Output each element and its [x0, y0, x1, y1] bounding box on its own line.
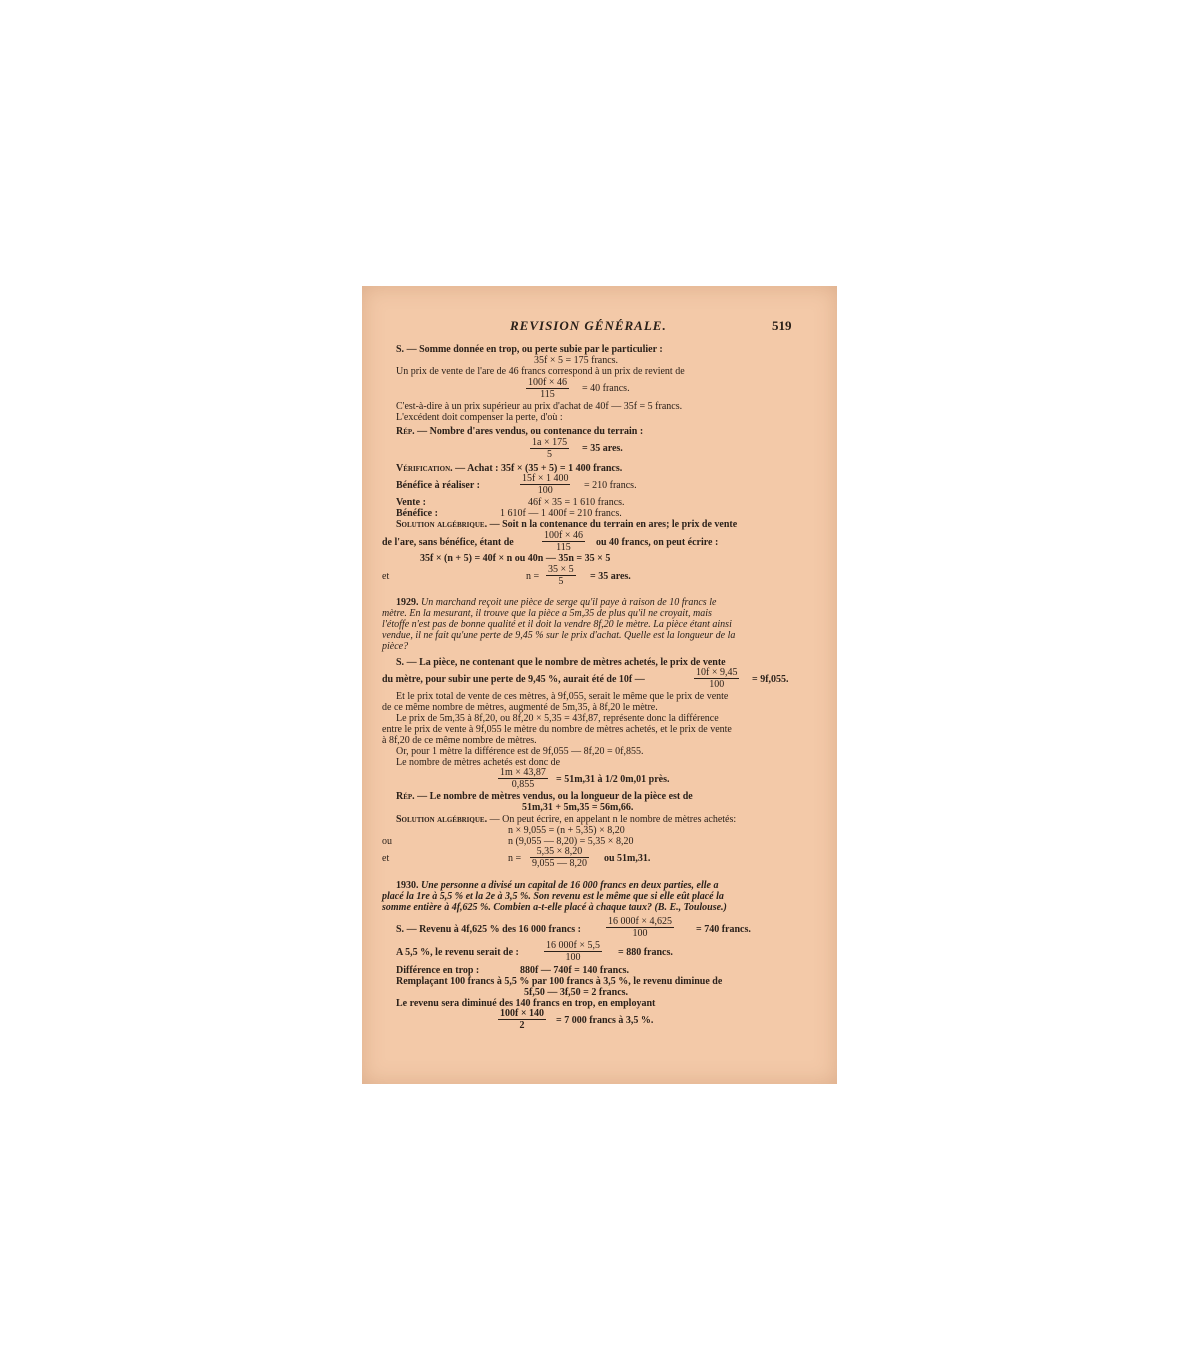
text-line: Et le prix total de vente de ces mètres, à 9f,055, serait le même que le prix de vente	[396, 691, 729, 702]
solution-text: — Somme donnée en trop, ou perte subie par le particulier :	[404, 344, 663, 355]
text-line: Un prix de vente de l'are de 46 francs correspond à un prix de revient de	[396, 366, 685, 377]
problem-number: 1929.	[396, 597, 419, 608]
label: Bénéfice :	[396, 508, 438, 519]
fraction: $\frac{1a \times 175}{5}$	[532, 437, 568, 460]
text-line: Différence en trop :	[396, 965, 480, 976]
fraction-result: = 40 francs.	[582, 383, 630, 394]
text-line: C'est-à-dire à un prix supérieur au prix d'achat de 40f — 35f = 5 francs.	[396, 401, 683, 412]
problem-line: 1929. Un marchand reçoit une pièce de serge qu'il paye à raison de 10 francs le	[396, 597, 717, 608]
page-number: 519	[772, 318, 792, 333]
book-page	[362, 286, 837, 1084]
problem-line: l'étoffe n'est pas de bonne qualité et il doit la vendre 8f,20 le mètre. La pièce étant ainsi	[382, 619, 732, 630]
solution-line: S. — Revenu à 4f,625 % des 16 000 francs :	[396, 924, 581, 935]
fraction-result: = 9f,055.	[752, 674, 789, 685]
problem-number: 1930.	[396, 880, 419, 891]
calc-line: 35f × 5 = 175 francs.	[534, 355, 619, 366]
fraction: $\frac{16 000f \times 5,5}{100}$	[546, 940, 600, 963]
fraction: $\frac{100f \times 140}{2}$	[500, 1008, 545, 1031]
text-line: du mètre, pour subir une perte de 9,45 %, aurait été de 10f —	[382, 674, 645, 685]
solution-line: S. — La pièce, ne contenant que le nombre de mètres achetés, le prix de vente	[396, 657, 726, 668]
calc-line: 46f × 35 = 1 610 francs.	[528, 497, 625, 508]
answer-line: Rép. — Le nombre de mètres vendus, ou la longueur de la pièce est de	[396, 791, 693, 802]
equation-line: 35f × (n + 5) = 40f × n ou 40n — 35n = 35 × 5	[420, 553, 611, 564]
text-line: et	[382, 571, 390, 582]
calc-line: 1 610f — 1 400f = 210 francs.	[500, 508, 622, 519]
verification-line: Vérification. — Achat : 35f × (35 + 5) = 1 400 francs.	[396, 463, 623, 474]
fraction: $\frac{35 \times 5}{5}$	[548, 564, 574, 587]
fraction-result: = 35 ares.	[582, 443, 623, 454]
problem-line: pièce?	[382, 641, 409, 652]
algebraic-solution-line: Solution algébrique. — Soit n la contenance du terrain en ares; le prix de vente	[396, 519, 738, 530]
text-line: entre le prix de vente à 9f,055 le mètre du nombre de mètres achetés, et le prix de vente	[382, 724, 732, 735]
calc-line: 5f,50 — 3f,50 = 2 francs.	[524, 987, 629, 998]
solution-label: S.	[396, 344, 405, 355]
equation-lhs: n =	[508, 853, 522, 864]
fraction: $\frac{1m \times 43,87}{0,855}$	[500, 767, 546, 790]
problem-line: mètre. En la mesurant, il trouve que la pièce a 5m,35 de plus qu'il ne croyait, mais	[382, 608, 712, 619]
text-line: L'excédent doit compenser la perte, d'où :	[396, 412, 563, 423]
text-line: ou	[382, 836, 392, 847]
equation-line: n × 9,055 = (n + 5,35) × 8,20	[508, 825, 625, 836]
text-line: à 8f,20 de ce même nombre de mètres.	[382, 735, 537, 746]
fraction-result: ou 51m,31.	[604, 853, 651, 864]
fraction-result: = 210 francs.	[584, 480, 637, 491]
fraction-result: = 51m,31 à 1/2 0m,01 près.	[556, 774, 670, 785]
fraction: $\frac{15f \times 1 400}{100}$	[522, 473, 569, 496]
answer-line: Rép. — Nombre d'ares vendus, ou contenance du terrain :	[396, 426, 644, 437]
text-line: ou 40 francs, on peut écrire :	[596, 537, 719, 548]
text-line: Le revenu sera diminué des 140 francs en trop, en employant	[396, 998, 656, 1009]
fraction: $\frac{100f \times 46}{115}$	[528, 377, 567, 400]
calc-line: 880f — 740f = 140 francs.	[520, 965, 630, 976]
label: Bénéfice à réaliser :	[396, 480, 480, 491]
text-line: Remplaçant 100 francs à 5,5 % par 100 francs à 3,5 %, le revenu diminue de	[396, 976, 723, 987]
fraction: $\frac{10f \times 9,45}{100}$	[696, 667, 738, 690]
equation-lhs: n =	[526, 571, 540, 582]
text-line: Or, pour 1 mètre la différence est de 9f,055 — 8f,20 = 0f,855.	[396, 746, 644, 757]
fraction-result: = 35 ares.	[590, 571, 631, 582]
text-line: de ce même nombre de mètres, augmenté de 5m,35, à 8f,20 le mètre.	[382, 702, 658, 713]
fraction-result: = 880 francs.	[618, 947, 673, 958]
fraction: $\frac{100f \times 46}{115}$	[544, 530, 583, 553]
text-line: Le prix de 5m,35 à 8f,20, ou 8f,20 × 5,35 = 43f,87, représente donc la différence	[396, 713, 719, 724]
answer-value: 51m,31 + 5m,35 = 56m,66.	[522, 802, 634, 813]
fraction-result: = 7 000 francs à 3,5 %.	[556, 1015, 654, 1026]
algebraic-solution-line: Solution algébrique. — On peut écrire, en appelant n le nombre de mètres achetés:	[396, 814, 737, 825]
problem-line: somme entière à 4f,625 %. Combien a-t-elle placé à chaque taux? (B. E., Toulouse.)	[382, 902, 727, 913]
text-line: de l'are, sans bénéfice, étant de	[382, 537, 514, 548]
fraction: $\frac{5,35 \times 8,20}{9,055 — 8,20}$	[532, 846, 587, 869]
problem-line: 1930. Une personne a divisé un capital de 16 000 francs en deux parties, elle a	[396, 880, 719, 891]
running-header: REVISION GÉNÉRALE.	[510, 318, 667, 333]
fraction: $\frac{16 000f \times 4,625}{100}$	[608, 916, 672, 939]
text-line: et	[382, 853, 390, 864]
problem-line: placé la 1re à 5,5 % et la 2e à 3,5 %. Son revenu est le même que si elle eût placé la	[382, 891, 724, 902]
text-line: Le nombre de mètres achetés est donc de	[396, 757, 561, 768]
solution-line	[396, 344, 663, 355]
problem-line: vendue, il ne fait qu'une perte de 9,45 % sur le prix d'achat. Quelle est la longueur de la	[382, 630, 736, 641]
text-line: A 5,5 %, le revenu serait de :	[396, 947, 519, 958]
equation-line: n (9,055 — 8,20) = 5,35 × 8,20	[508, 836, 634, 847]
label: Vente :	[396, 497, 426, 508]
fraction-result: = 740 francs.	[696, 924, 751, 935]
